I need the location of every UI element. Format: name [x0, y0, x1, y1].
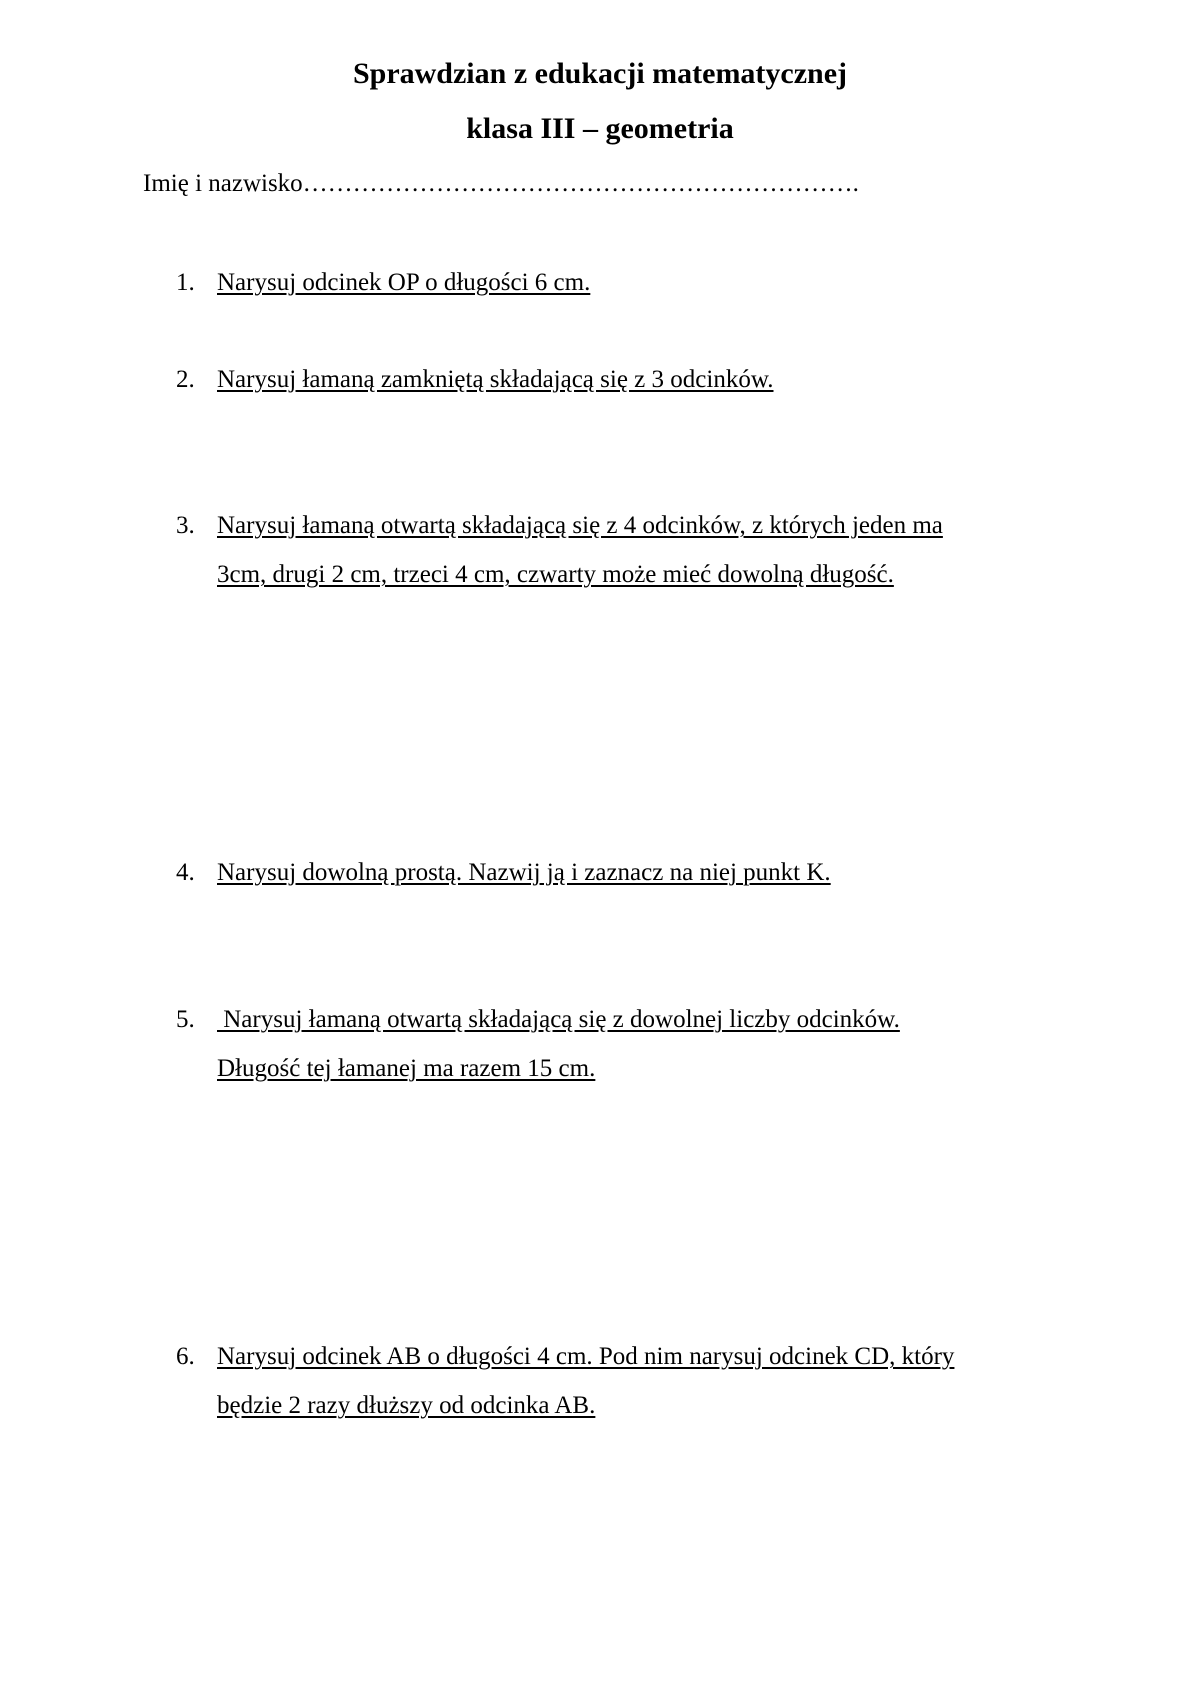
- task-text: [217, 501, 1097, 599]
- task-line: Narysuj łamaną otwartą składającą się z dowolnej liczby odcinków.: [217, 1006, 900, 1033]
- task-number: 2.: [176, 366, 195, 393]
- task-text: [217, 1332, 1097, 1430]
- task-text: [217, 995, 1097, 1093]
- task-number: 5.: [176, 1006, 195, 1033]
- document-title: Sprawdzian z edukacji matematycznej: [352, 57, 848, 90]
- task-line: Narysuj łamaną zamkniętą składającą się z 3 odcinków.: [217, 366, 774, 393]
- name-field-label: Imię i nazwisko………………………………………………………….: [143, 170, 859, 197]
- task-text: [217, 848, 1097, 897]
- document-subtitle: klasa III – geometria: [466, 112, 734, 145]
- task-line: Narysuj dowolną prostą. Nazwij ją i zaznacz na niej punkt K.: [217, 859, 831, 886]
- task-number: 6.: [176, 1343, 195, 1370]
- task-line: Narysuj łamaną otwartą składającą się z 4 odcinków, z których jeden ma: [217, 512, 943, 539]
- task-line: 3cm, drugi 2 cm, trzeci 4 cm, czwarty może mieć dowolną długość.: [217, 561, 894, 588]
- task-number: 3.: [176, 512, 195, 539]
- task-line: Długość tej łamanej ma razem 15 cm.: [217, 1055, 596, 1082]
- task-line: będzie 2 razy dłuższy od odcinka AB.: [217, 1392, 596, 1419]
- task-text: [217, 258, 1097, 307]
- task-number: 1.: [176, 269, 195, 296]
- task-line: Narysuj odcinek AB o długości 4 cm. Pod nim narysuj odcinek CD, który: [217, 1343, 955, 1370]
- task-text: [217, 355, 1097, 404]
- task-number: 4.: [176, 859, 195, 886]
- task-line: Narysuj odcinek OP o długości 6 cm.: [217, 269, 591, 296]
